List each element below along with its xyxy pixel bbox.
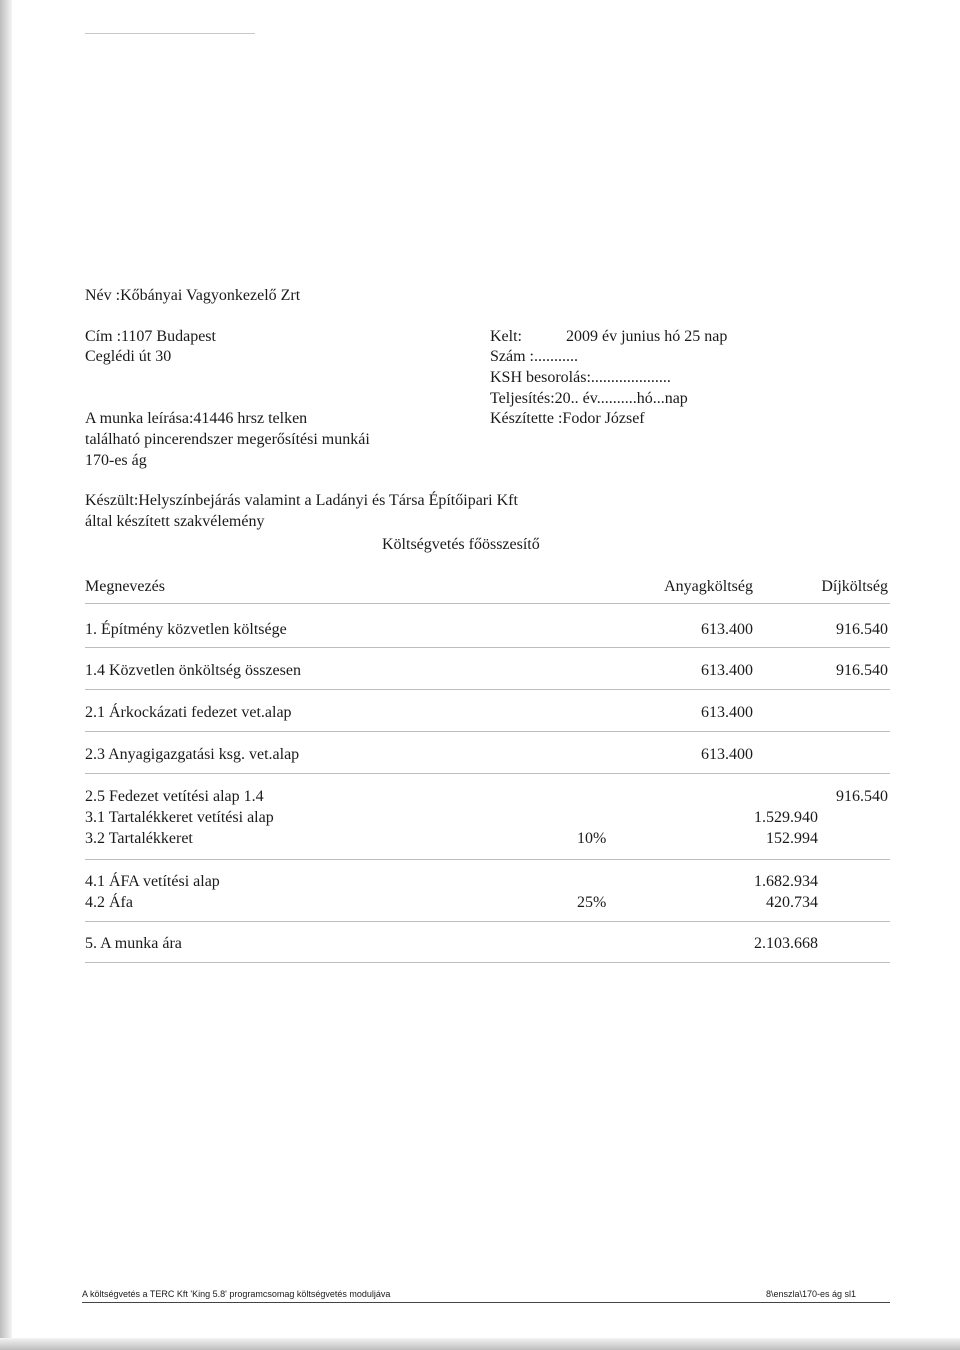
row-material: 613.400 (701, 704, 753, 721)
row-total: 152.994 (766, 830, 818, 847)
basis-line-1: Készült:Helyszínbejárás valamint a Ladányi és Társa Építőipari Kft (85, 492, 518, 509)
footer-software-note: A költségvetés a TERC Kft 'King 5.8' programcsomag költségvetés moduljáva (82, 1289, 391, 1299)
row-label: 2.1 Árkockázati fedezet vet.alap (85, 704, 292, 721)
basis-line-2: által készített szakvélemény (85, 513, 265, 530)
completion-date: Teljesítés:20.. év..........hó...nap (490, 390, 688, 407)
row-total: 2.103.668 (754, 935, 818, 952)
row-material: 613.400 (701, 621, 753, 638)
work-description-line-1: A munka leírása:41446 hrsz telken (85, 410, 308, 427)
row-total: 1.682.934 (754, 873, 818, 890)
row-percent: 25% (577, 894, 607, 911)
scan-edge-left (0, 0, 12, 1350)
row-total: 1.529.940 (754, 809, 818, 826)
row-fee: 916.540 (836, 662, 888, 679)
row-label: 3.1 Tartalékkeret vetítési alap (85, 809, 274, 826)
row-divider (85, 773, 890, 774)
row-percent: 10% (577, 830, 607, 847)
row-fee: 916.540 (836, 788, 888, 805)
row-divider (85, 921, 890, 922)
top-rule (85, 33, 255, 34)
client-name: Név :Kőbányai Vagyonkezelő Zrt (85, 287, 301, 304)
row-label: 4.1 ÁFA vetítési alap (85, 873, 220, 890)
row-label: 5. A munka ára (85, 935, 182, 952)
address-line-2: Ceglédi út 30 (85, 348, 172, 365)
row-label: 1. Építmény közvetlen költsége (85, 621, 287, 638)
row-label: 4.2 Áfa (85, 894, 133, 911)
row-material: 613.400 (701, 662, 753, 679)
date-value: 2009 év junius hó 25 nap (566, 328, 728, 345)
row-label: 3.2 Tartalékkeret (85, 830, 193, 847)
footer-rule (82, 1302, 890, 1303)
footer-file-reference: 8\enszla\170-es ág sl1 (766, 1289, 857, 1299)
column-header-name: Megnevezés (85, 578, 165, 595)
prepared-by: Készítette :Fodor József (490, 410, 645, 427)
row-total: 420.734 (766, 894, 818, 911)
address-line-1: Cím :1107 Budapest (85, 328, 216, 345)
row-divider (85, 689, 890, 690)
work-description-line-2: található pincerendszer megerősítési munkái (85, 431, 370, 448)
document-title: Költségvetés főösszesítő (382, 536, 540, 553)
row-label: 1.4 Közvetlen önköltség összesen (85, 662, 301, 679)
column-header-material: Anyagköltség (664, 578, 753, 595)
header-divider (85, 603, 890, 604)
row-material: 613.400 (701, 746, 753, 763)
row-fee: 916.540 (836, 621, 888, 638)
row-divider (85, 647, 890, 648)
date-label: Kelt: (490, 328, 522, 345)
row-divider (85, 731, 890, 732)
row-divider (85, 962, 890, 963)
work-description-line-3: 170-es ág (85, 452, 147, 469)
row-divider (85, 859, 890, 860)
row-label: 2.3 Anyagigazgatási ksg. vet.alap (85, 746, 300, 763)
ksh-classification: KSH besorolás:.................... (490, 369, 671, 386)
scan-edge-bottom (0, 1338, 960, 1350)
row-label: 2.5 Fedezet vetítési alap 1.4 (85, 788, 264, 805)
column-header-fee: Díjköltség (821, 578, 888, 595)
number-field: Szám :........... (490, 348, 578, 365)
